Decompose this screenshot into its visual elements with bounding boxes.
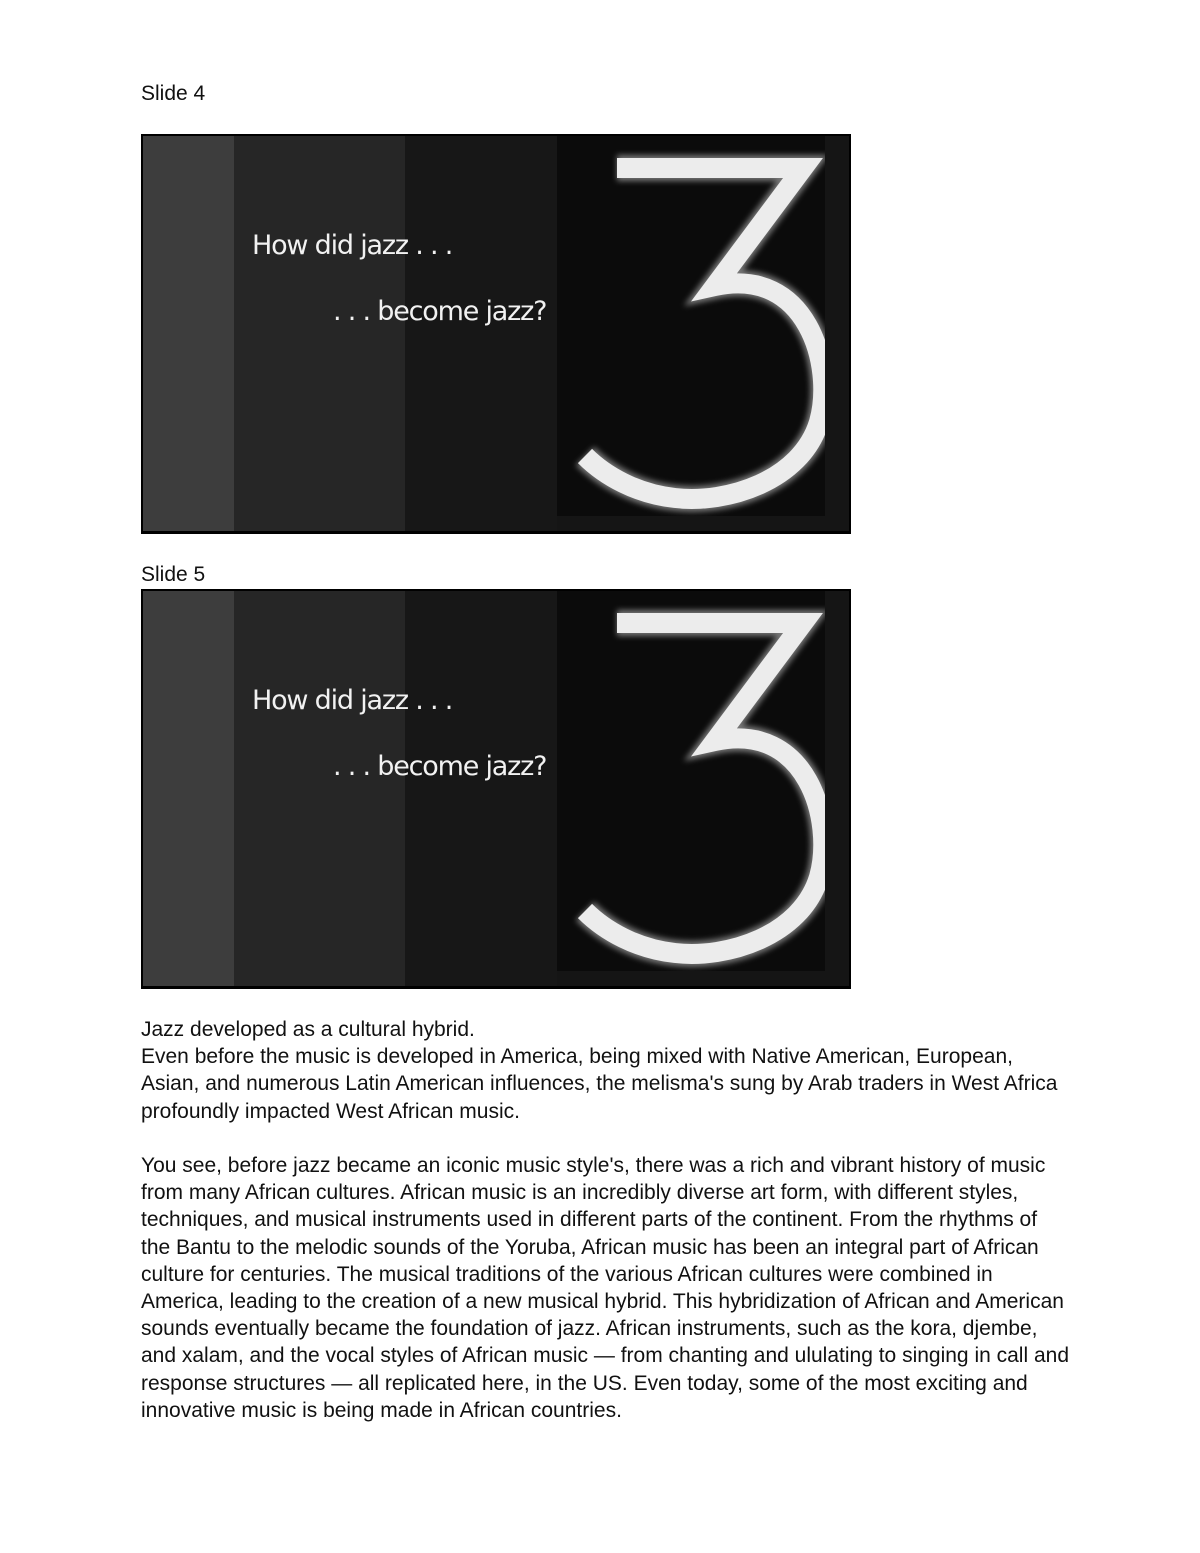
slide-heading-line-2: . . . become jazz?: [333, 296, 547, 327]
slide-4-label: Slide 4: [141, 82, 206, 105]
notes-intro-line: Jazz developed as a cultural hybrid.: [141, 1018, 475, 1041]
slide-4-image: [141, 134, 851, 534]
notes-paragraph-2: You see, before jazz became an iconic music style's, there was a rich and vibrant history of music from many African cultures. African music is an incredibly diverse art form, with different styles, techniques, and musical instruments used in different parts of the continent. From the rhythms of the Bantu to the melodic sounds of the Yoruba, African music has been an integral part of African culture for centuries. The musical traditions of the various African cultures were combined in America, leading to the creation of a new musical hybrid. This hybridization of African and American sounds eventually became the foundation of jazz. African instruments, such as the kora, djembe, and xalam, and the vocal styles of African music — from chanting and ululating to singing in call and response structures — all replicated here, in the US. Even today, some of the most exciting and innovative music is being made in African countries.: [141, 1154, 1070, 1422]
slide-band-light: [143, 591, 234, 986]
slide-heading-line-1: How did jazz . . .: [252, 230, 453, 261]
notes-paragraph-1: Even before the music is developed in America, being mixed with Native American, European, Asian, and numerous Latin American influences, the melisma's sung by Arab traders in West Africa profoundly impacted West African music.: [141, 1045, 1058, 1123]
slide-heading-line-1: How did jazz . . .: [252, 685, 453, 716]
speaker-notes: [141, 1016, 1071, 1424]
slide-heading-line-2: . . . become jazz?: [333, 751, 547, 782]
paragraph-spacer: [141, 1125, 1071, 1152]
slide-band-mid: [234, 591, 405, 986]
slide-5-image: [141, 589, 851, 989]
slide-band-light: [143, 136, 234, 531]
numeral-three-graphic: [557, 591, 825, 971]
slide-5-label: Slide 5: [141, 563, 206, 586]
slide-band-dark: [405, 591, 557, 986]
numeral-three-graphic: [557, 136, 825, 516]
slide-band-dark: [405, 136, 557, 531]
numeral-panel: [557, 591, 825, 971]
slide-band-mid: [234, 136, 405, 531]
numeral-panel: [557, 136, 825, 516]
